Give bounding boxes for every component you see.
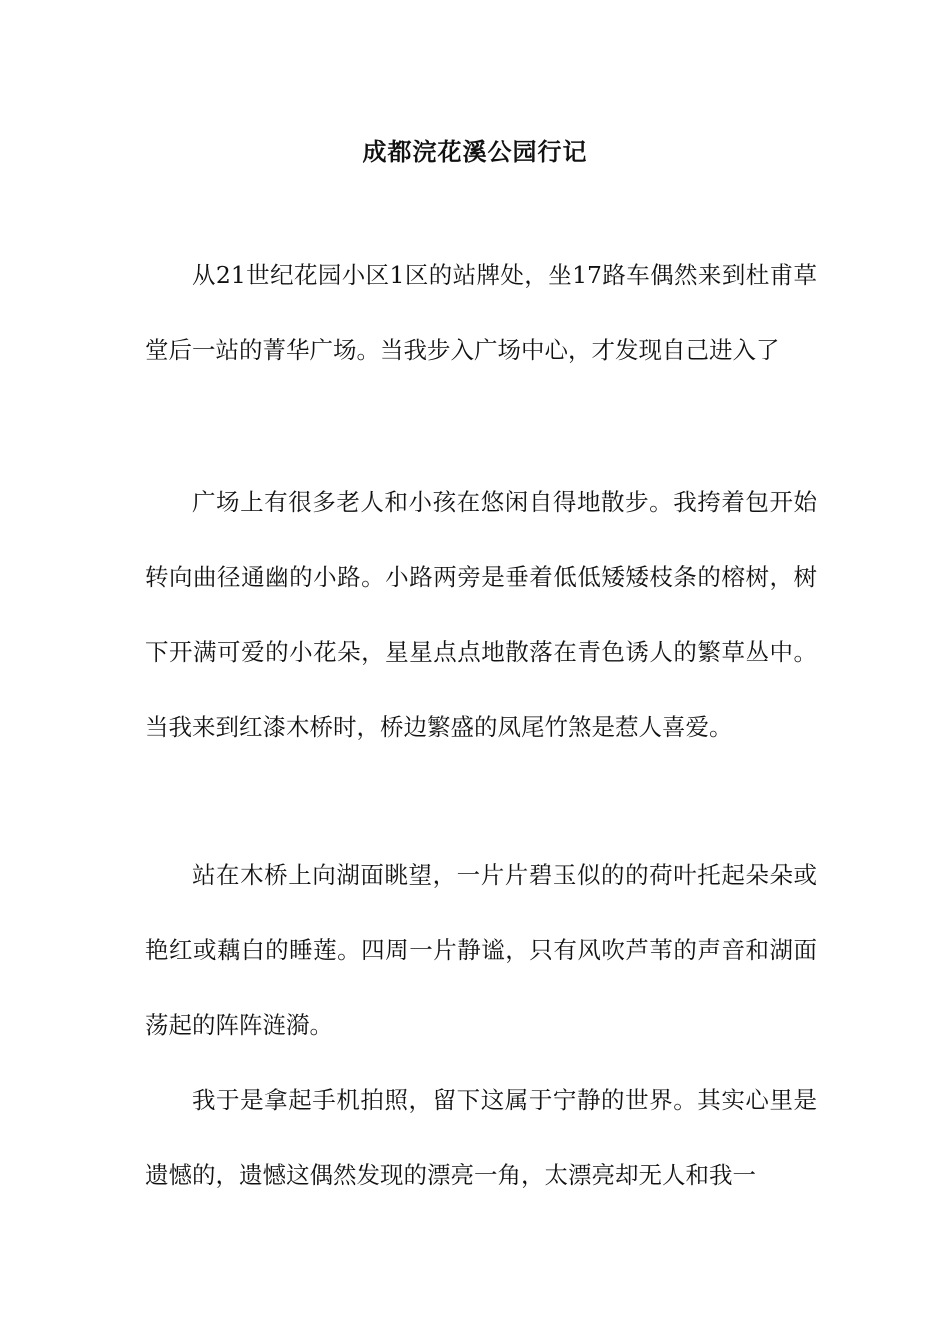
paragraph-3: 站在木桥上向湖面眺望，一片片碧玉似的的荷叶托起朵朵或艳红或藕白的睡莲。四周一片静谧，只有风吹芦苇的声音和湖面荡起的阵阵涟漪。 — [145, 861, 817, 1039]
paragraph-2: 广场上有很多老人和小孩在悠闲自得地散步。我挎着包开始转向曲径通幽的小路。小路两旁是垂着低低矮矮枝条的榕树，树下开满可爱的小花朵，星星点点地散落在青色诱人的繁草丛中。当我来到红漆木桥时，桥边繁盛的凤尾竹煞是惹人喜爱。 — [145, 488, 817, 741]
paragraph-1: 从21世纪花园小区1区的站牌处，坐17路车偶然来到杜甫草堂后一站的菁华广场。当我步入广场中心，才发现自己进入了 — [145, 261, 817, 364]
document-title: 成都浣花溪公园行记 — [362, 137, 588, 166]
paragraph-4: 我于是拿起手机拍照，留下这属于宁静的世界。其实心里是遗憾的，遗憾这偶然发现的漂亮一角，太漂亮却无人和我一 — [145, 1086, 817, 1189]
